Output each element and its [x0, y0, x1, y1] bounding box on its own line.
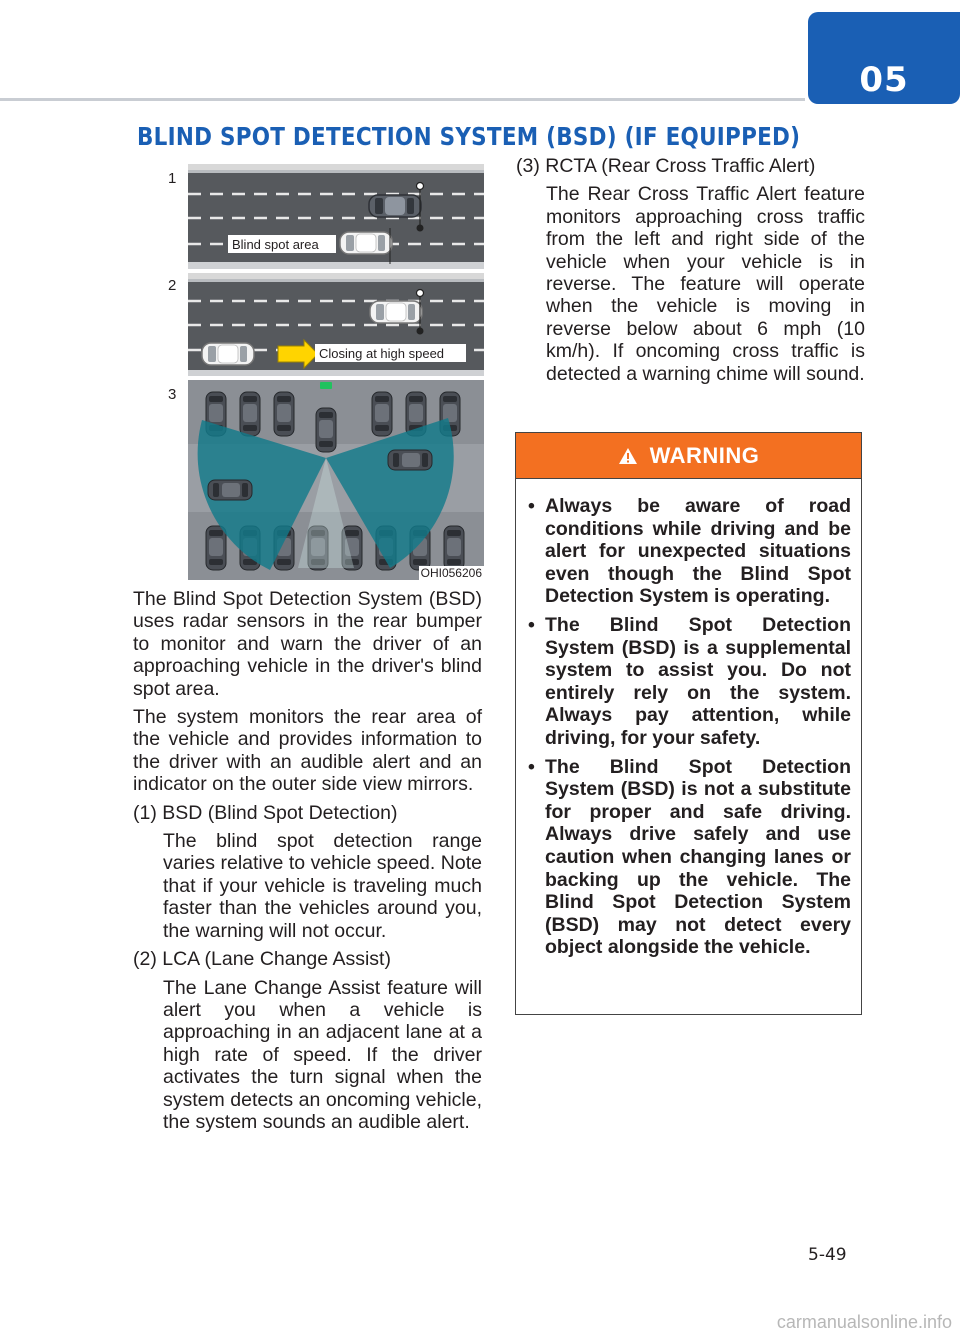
header-rule: [0, 98, 805, 101]
panel-1: [188, 164, 484, 269]
warning-header: [516, 433, 861, 479]
scenario-label-3: 3: [168, 386, 177, 403]
paragraph: The Blind Spot Detection System (BSD) uses radar sensors in the rear bumper to monitor and warn the driver of an approaching vehicle in the driver's blind spot area.: [133, 588, 482, 700]
page-number: 5-49: [808, 1245, 847, 1265]
bsd-illustration: [158, 158, 484, 580]
scenario-label-2: 2: [168, 277, 177, 294]
section-title: BLIND SPOT DETECTION SYSTEM (BSD) (IF EQUIPPED): [137, 122, 801, 151]
chapter-number: 05: [859, 60, 909, 100]
warning-triangle-icon: [618, 447, 638, 465]
warning-box: [515, 432, 862, 1015]
item-body: The Rear Cross Traffic Alert feature monitors approaching cross traffic from the left and right side of the vehicle when your vehicle is in reverse. The feature will operate when the vehicle is moving in reverse below about 6 mph (10 km/h). If oncoming cross traffic is detected a warning chime will sound.: [546, 183, 865, 385]
panel-3: [188, 380, 484, 580]
car-icon: [202, 343, 254, 365]
car-icon: [369, 195, 421, 217]
item-heading: (2) LCA (Lane Change Assist): [133, 948, 391, 971]
item-heading: (1) BSD (Blind Spot Detection): [133, 801, 398, 824]
watermark: carmanualsonline.info: [776, 1312, 952, 1332]
warning-bullet: • The Blind Spot Detection System (BSD) is not a substitute for proper and safe driving. Always drive safely and use caution when changing lanes or backing up the vehicle. The Blind Spot Detection System (BSD) may not detect every object alongside the vehicle.: [528, 755, 851, 959]
closing-speed-label: Closing at high speed: [319, 346, 445, 361]
right-column: [516, 155, 865, 391]
item-heading: (3) RCTA (Rear Cross Traffic Alert): [516, 155, 816, 177]
warning-bullet: • The Blind Spot Detection System (BSD) is a supplemental system to assist you. Do not entirely rely on the system. Always pay attention, while driving, for your safety.: [528, 613, 851, 749]
warning-title: WARNING: [649, 442, 760, 468]
scenario-label-1: 1: [168, 170, 177, 187]
blind-spot-label: Blind spot area: [232, 237, 319, 252]
figure-code: OHI056206: [420, 566, 482, 580]
item-body: The blind spot detection range varies relative to vehicle speed. Note that if your vehicle is traveling much faster than the vehicles around you, the warning will not occur.: [163, 830, 482, 942]
car-icon: [316, 408, 336, 452]
chapter-tab: [808, 12, 960, 104]
left-column: [133, 588, 482, 1139]
warning-body: [516, 479, 861, 959]
item-body: The Lane Change Assist feature will alert you when a vehicle is approaching in an adjacent lane at a high rate of speed. If the driver activates the turn signal when the system detects an oncoming vehicle, the system sounds an audible alert.: [163, 976, 482, 1133]
paragraph: The system monitors the rear area of the vehicle and provides information to the driver with an audible alert and an indicator on the outer side view mirrors.: [133, 706, 482, 796]
car-icon: [370, 301, 422, 323]
car-icon: [340, 232, 392, 254]
warning-bullet: • Always be aware of road conditions while driving and be alert for unexpected situations even though the Blind Spot Detection System is operating.: [528, 495, 851, 608]
